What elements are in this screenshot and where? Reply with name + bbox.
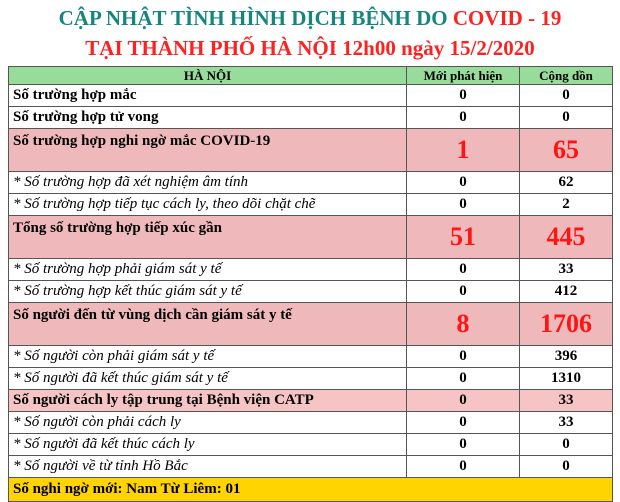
row-new: 0 (407, 85, 520, 107)
row-new: 0 (407, 346, 520, 368)
table-row (9, 194, 613, 216)
table-row (9, 456, 613, 478)
row-new: 0 (407, 456, 520, 478)
table-row (9, 434, 613, 456)
title-line-2: TẠI THÀNH PHỐ HÀ NỘI 12h00 ngày 15/2/2020 (85, 36, 535, 60)
row-new: 1 (407, 129, 520, 172)
row-total: 33 (520, 390, 613, 412)
row-total: 33 (520, 259, 613, 281)
row-label: Số trường hợp mắc (9, 85, 407, 107)
row-new: 51 (407, 216, 520, 259)
table-row (9, 412, 613, 434)
row-label: * Số trường hợp kết thúc giám sát y tế (9, 281, 407, 303)
row-new: 0 (407, 259, 520, 281)
row-total: 396 (520, 346, 613, 368)
table-row-highlight (9, 303, 613, 346)
table-row (9, 172, 613, 194)
table-row (9, 346, 613, 368)
row-total: 0 (520, 107, 613, 129)
row-new: 0 (407, 281, 520, 303)
table-row-highlight (9, 216, 613, 259)
row-total: 445 (520, 216, 613, 259)
table-row-highlight (9, 129, 613, 172)
row-label: * Số người còn phải giám sát y tế (9, 346, 407, 368)
table-row (9, 85, 613, 107)
row-new: 0 (407, 390, 520, 412)
table-row (9, 107, 613, 129)
title-highlight: COVID - 19 (452, 6, 562, 30)
row-new: 8 (407, 303, 520, 346)
row-new: 0 (407, 194, 520, 216)
header-region: HÀ NỘI (9, 67, 407, 85)
row-label: Số trường hợp nghi ngờ mắc COVID-19 (9, 129, 407, 172)
row-label: * Số người còn phải cách ly (9, 412, 407, 434)
row-new: 0 (407, 434, 520, 456)
row-new: 0 (407, 107, 520, 129)
row-total: 33 (520, 412, 613, 434)
row-total: 412 (520, 281, 613, 303)
header-row (9, 67, 613, 85)
row-label: * Số người đã kết thúc cách ly (9, 434, 407, 456)
row-new: 0 (407, 368, 520, 390)
title-prefix: CẬP NHẬT TÌNH HÌNH DỊCH BỆNH DO (58, 6, 453, 30)
row-total: 65 (520, 129, 613, 172)
row-total: 0 (520, 85, 613, 107)
row-label: * Số trường hợp tiếp tục cách ly, theo dõi chặt chẽ (9, 194, 407, 216)
covid-stats-table (8, 66, 613, 502)
footer-note: Số nghi ngờ mới: Nam Từ Liêm: 01 (9, 478, 613, 502)
row-label: Số người đến từ vùng dịch cần giám sát y tế (9, 303, 407, 346)
row-label: Tổng số trường hợp tiếp xúc gần (9, 216, 407, 259)
table-row (9, 281, 613, 303)
row-label: * Số trường hợp phải giám sát y tế (9, 259, 407, 281)
header-total: Cộng dồn (520, 67, 613, 85)
table-row (9, 368, 613, 390)
row-label: * Số trường hợp đã xét nghiệm âm tính (9, 172, 407, 194)
header-new: Mới phát hiện (407, 67, 520, 85)
row-label: * Số người về từ tỉnh Hồ Bắc (9, 456, 407, 478)
row-total: 0 (520, 456, 613, 478)
row-total: 1706 (520, 303, 613, 346)
row-label: Số người cách ly tập trung tại Bệnh viện CATP (9, 390, 407, 412)
title-line-1 (0, 4, 620, 32)
footer-row (9, 478, 613, 502)
row-new: 0 (407, 172, 520, 194)
row-label: * Số người đã kết thúc giám sát y tế (9, 368, 407, 390)
row-label: Số trường hợp tử vong (9, 107, 407, 129)
row-new: 0 (407, 412, 520, 434)
table-row-accent (9, 390, 613, 412)
table-row (9, 259, 613, 281)
row-total: 2 (520, 194, 613, 216)
row-total: 1310 (520, 368, 613, 390)
row-total: 0 (520, 434, 613, 456)
row-total: 62 (520, 172, 613, 194)
